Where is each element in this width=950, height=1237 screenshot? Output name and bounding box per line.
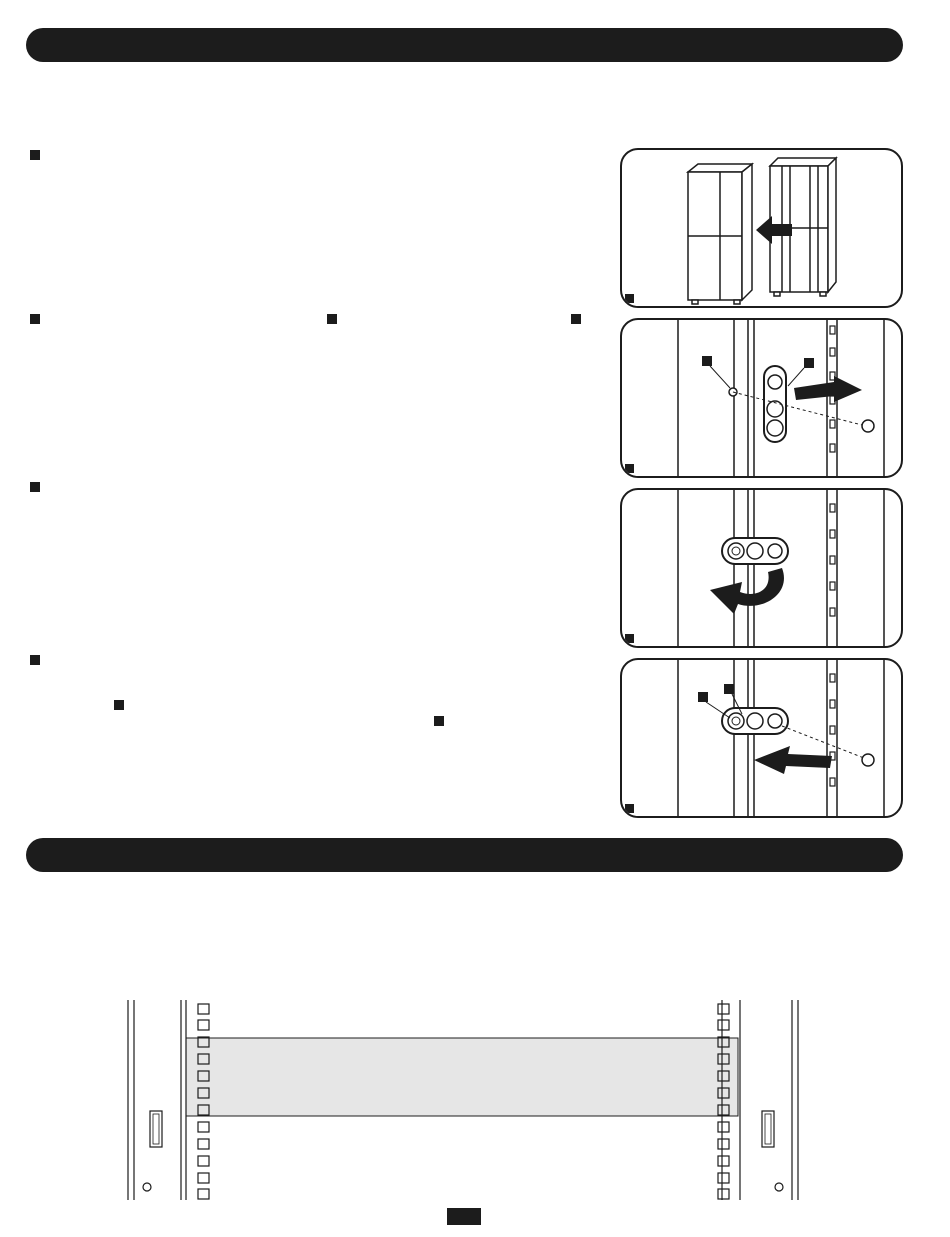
page-number-box (447, 1208, 481, 1225)
section-header-bar-2 (26, 838, 903, 872)
step-marker-2b (327, 314, 337, 324)
cabinet-illustration (622, 150, 903, 308)
rotate-bracket-illustration (622, 490, 903, 648)
figure-panel-rotate-bracket (620, 488, 903, 648)
section-header-bar-1 (26, 28, 903, 62)
figure-corner-marker-a (625, 294, 634, 303)
figure-corner-marker-b (625, 464, 634, 473)
step-marker-4a (114, 700, 124, 710)
figure-panel-cabinets (620, 148, 903, 308)
figure-corner-marker-c (625, 634, 634, 643)
figure-panel-remove-bracket (620, 318, 903, 478)
step-marker-2c (571, 314, 581, 324)
step-marker-4b (434, 716, 444, 726)
rail-bracket-illustration (622, 320, 903, 478)
step-marker-1 (30, 150, 40, 160)
step-marker-3 (30, 482, 40, 492)
step-marker-4 (30, 655, 40, 665)
step-marker-2a (30, 314, 40, 324)
figure-corner-marker-d (625, 804, 634, 813)
figure-panel-reinstall-bracket (620, 658, 903, 818)
rack-rail-diagram (120, 995, 810, 1200)
reinstall-bracket-illustration (622, 660, 903, 818)
